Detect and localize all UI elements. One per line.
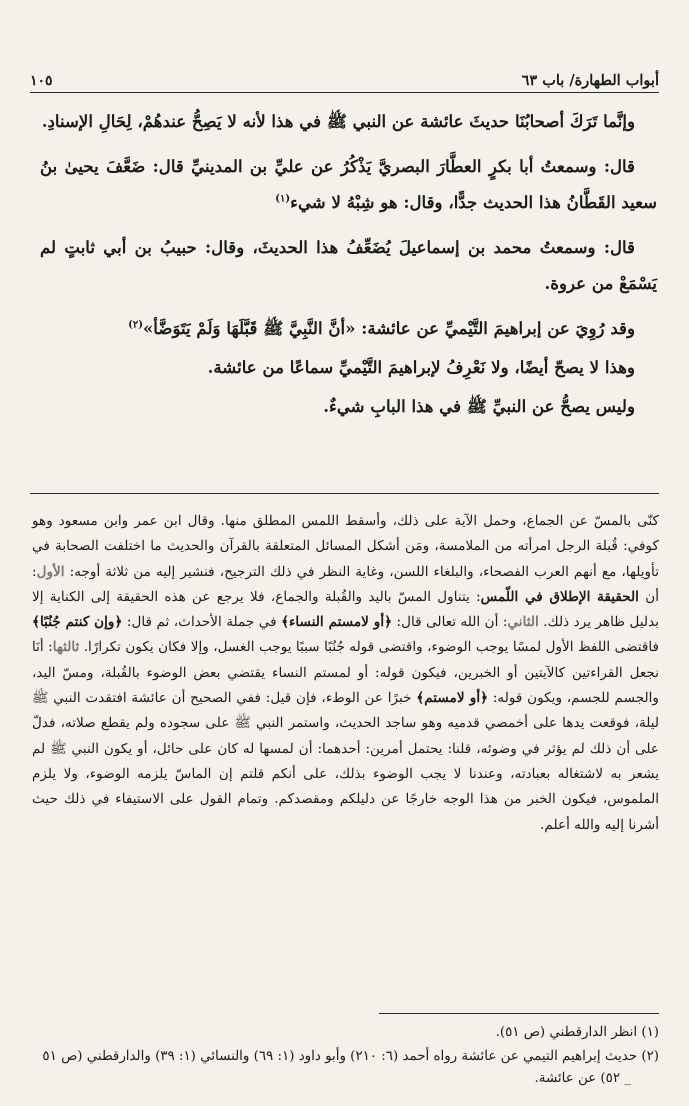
commentary-segment: : أن	[32, 563, 659, 605]
commentary-divider	[30, 493, 659, 494]
point-label-second: الثاني	[507, 614, 539, 631]
main-paragraph-5: وهذا لا يصحّ أيضًا، ولا نَعْرِفُ لإبراهيمَ التَّيْميِّ سماعًا من عائشة.	[207, 357, 635, 377]
main-paragraph-2	[40, 148, 657, 220]
footnote-divider	[379, 1013, 659, 1014]
chapter-title: أبواب الطهارة/ باب ٦٣	[521, 72, 659, 89]
main-paragraph-2-text: قال: وسمعتُ أبا بكرٍ العطَّارَ البصريَّ يَذْكُرُ عن عليِّ بن المدينيِّ قال: ضَعَّفَ يحيىٰ بنُ سعيد القَطَّانُ هذا الحديث جدًّا، وقال: هو شِبْهُ لا شيء	[40, 156, 657, 212]
footnote-ref-2: (٢)	[128, 319, 143, 331]
main-paragraph-4-lead: وقد رُوِيَ عن إبراهيمَ التَّيْميِّ عن عائشة:	[355, 318, 635, 338]
running-header	[30, 58, 659, 93]
point-label-first: الأول	[36, 563, 65, 580]
hadith-quote: «أنَّ النَّبِيَّ ﷺ قَبَّلَهَا وَلَمْ يَتَوَضَّأ»	[142, 318, 356, 338]
commentary-segment: في جملة الأحداث، ثم قال:	[122, 614, 282, 631]
main-paragraph-3: قال: وسمعتُ محمد بن إسماعيلَ يُضَعِّفُ هذا الحديثَ، وقال: حبيبُ بن أبي ثابتٍ لم يَسْمَعْ من عروة.	[40, 237, 657, 293]
commentary-paragraph	[32, 509, 659, 838]
commentary-segment: فاقتضى اللفظ الأول لمسًا يوجب الوضوء، واقتضى قوله جُنُبًا سببًا يوجب الغسل، وإلا فكان يكون تكرارًا.	[79, 639, 659, 656]
quran-quote: ﴿أو لامستم النساء﴾	[281, 614, 393, 631]
main-paragraph-6: وليس يصحُّ عن النبيِّ ﷺ في هذا البابِ شيءٌ.	[323, 396, 635, 416]
page-number: ١٠٥	[30, 73, 53, 89]
main-paragraph-4	[40, 310, 657, 346]
commentary-text	[32, 509, 659, 838]
main-paragraph-1: وإنَّما تَرَكَ أصحابُنَا حديثَ عائشة عن النبي ﷺ في هذا لأنه لا يَصِحُّ عندهُمْ، لِحَالِ الإسنادِ.	[41, 111, 635, 131]
footnotes	[32, 1022, 659, 1092]
main-text	[40, 103, 657, 427]
bold-phrase: الحقيقة الإطلاق في اللّمس	[480, 588, 639, 605]
point-label-third: ثالثها	[52, 639, 80, 656]
quran-quote: ﴿أو لامستم﴾	[416, 690, 489, 707]
commentary-segment: : أنَا نجعل القراءتين كالآيتين أو الخبرين، فيكون قوله: أو لمستم النساء يقتضي بعض الوضوء بالقُبلة، ومسّ اليد، والجسم للجسم، ويكون قوله:	[32, 639, 659, 707]
quran-quote: ﴿وإن كنتم جُنُبًا﴾	[32, 614, 123, 631]
commentary-segment: : أن الله تعالى قال:	[392, 614, 508, 631]
footnote-ref-1: (١)	[275, 193, 291, 205]
commentary-segment: خبرًا عن الوطء، فإن قيل: ففي الصحيح أن عائشة افتقدت النبي ﷺ ليلة، فوقعت يدها على أخمصي قدميه وهو ساجد الحديث، واستمر النبي ﷺ على سجوده ولم يقطع صلاته، فدلّ على أن ذلك لم يؤثر في وضوئه، قلنا: يحتمل أمرين: أحدهما: أن لمسها له كان على حائل، أو يكون النبي ﷺ لم يشعر به لاشتغاله بعبادته، وعندنا لا يجب الوضوء بذلك، على أنكم قلتم إن الماسّ يلزمه الوضوء، ولا يلزم الملموس، فيكون الخبر من هذا الوجه خارجًا عن دليلكم ومقصدكم. وتمام القول على الاستيفاء في ذلك حيث أشرنا إليه والله أعلم.	[32, 690, 659, 833]
footnote-1: (١) انظر الدارقطني (ص ٥١).	[495, 1025, 659, 1040]
commentary-segment: كنّى بالمسّ عن الجماع، وحمل الآية على ذلك، وأسقط اللمس المطلق منها. وقال ابن عمر وابن مسعود وهو كوفي: قُبلة الرجل امرأته من الملامسة، ومَن أشكل المسائل المتعلقة بالقرآن والحديث ما اختلفت الصحابة في تأويلها، مع أنهم العرب الفصحاء، والبلغاء اللسن، وغاية النظر في ذلك الترجيح، فنشير إليه من ثلاثة أوجه:	[32, 513, 659, 580]
footnote-2: (٢) حديث إبراهيم التيمي عن عائشة رواه أحمد (٦: ٢١٠) وأبو داود (١: ٦٩) والنسائي (١: ٣٩) والدارقطني (ص ٥١ _ ٥٢) عن عائشة.	[42, 1049, 659, 1086]
commentary-segment: : يتناول المسّ باليد والقُبلة والجماع، فلا يرجع عن هذه الحقيقة إلى الكناية إلا بدليل ظاهر يرد ذلك.	[32, 588, 659, 631]
